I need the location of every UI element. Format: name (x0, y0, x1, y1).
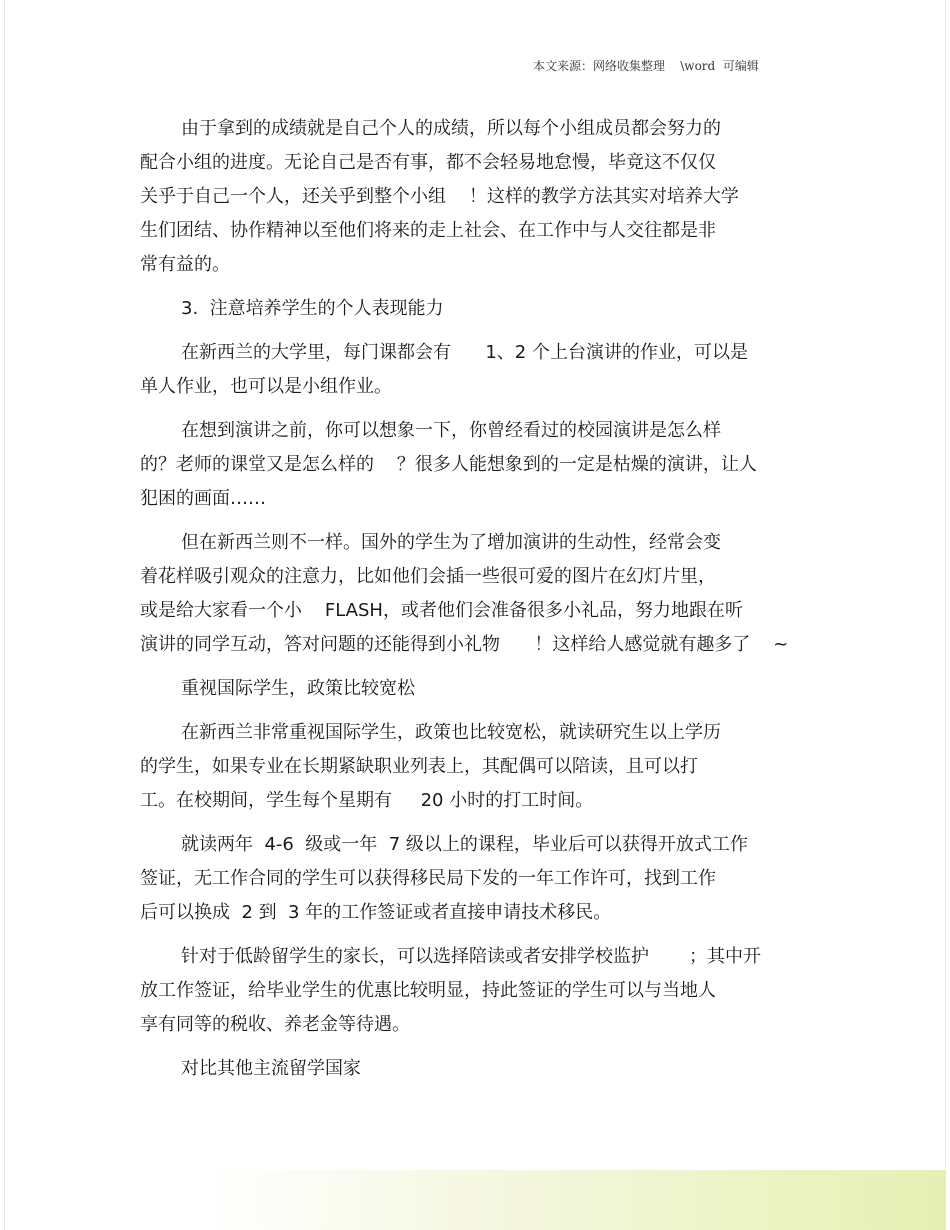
text-line: 着花样吸引观众的注意力，比如他们会插一些很可爱的图片在幻灯片里， (140, 566, 716, 587)
paragraph-guardians (140, 940, 820, 1042)
section-heading-comparison (140, 1052, 820, 1086)
paragraph-presentations (140, 336, 820, 404)
section-heading-international (140, 672, 820, 706)
document-body (140, 112, 820, 1096)
text-line: 就读两年 4-6 级或一年 7 级以上的课程，毕业后可以获得开放式工作 (181, 834, 748, 855)
section-heading-3 (140, 292, 820, 326)
page-left-edge (4, 0, 5, 1230)
paragraph-new-zealand-style (140, 526, 820, 662)
text-line: 生们团结、协作精神以至他们将来的走上社会、在工作中与人交往都是非 (140, 220, 716, 241)
text-line: 在新西兰的大学里，每门课都会有 1、2 个上台演讲的作业，可以是 (181, 342, 748, 363)
text-line: 但在新西兰则不一样。国外的学生为了增加演讲的生动性，经常会变 (181, 532, 721, 553)
text-line: 关乎于自己一个人，还关乎到整个小组 ！这样的教学方法其实对培养大学 (140, 186, 739, 207)
text-line: 的？老师的课堂又是怎么样的 ？很多人能想象到的一定是枯燥的演讲，让人 (140, 454, 757, 475)
text-line: 的学生，如果专业在长期紧缺职业列表上，其配偶可以陪读，且可以打 (140, 756, 698, 777)
text-line: 常有益的。 (140, 254, 230, 275)
footer-gradient-band (200, 1170, 946, 1230)
text-line: 对比其他主流留学国家 (181, 1058, 361, 1079)
text-line: 3. 注意培养学生的个人表现能力 (181, 298, 444, 319)
text-line: 犯困的画面…… (140, 488, 266, 509)
text-line: 或是给大家看一个小 FLASH，或者他们会准备很多小礼品，努力地跟在听 (140, 600, 743, 621)
text-line: 工。在校期间，学生每个星期有 20 小时的打工时间。 (140, 790, 594, 811)
text-line: 单人作业，也可以是小组作业。 (140, 376, 392, 397)
text-line: 在想到演讲之前，你可以想象一下，你曾经看过的校园演讲是怎么样 (181, 420, 721, 441)
text-line: 后可以换成 2 到 3 年的工作签证或者直接申请技术移民。 (140, 902, 612, 923)
text-line: 重视国际学生，政策比较宽松 (181, 678, 415, 699)
paragraph-work-visa (140, 828, 820, 930)
source-note: 本文来源：网络收集整理 \word 可编辑 (533, 59, 759, 73)
text-line: 演讲的同学互动，答对问题的还能得到小礼物 ！这样给人感觉就有趣多了 ~ (140, 634, 789, 655)
text-line: 针对于低龄留学生的家长，可以选择陪读或者安排学校监护 ；其中开 (181, 946, 762, 967)
text-line: 配合小组的进度。无论自己是否有事，都不会轻易地怠慢，毕竟这不仅仅 (140, 152, 716, 173)
text-line: 签证，无工作合同的学生可以获得移民局下发的一年工作许可，找到工作 (140, 868, 716, 889)
page-right-edge (945, 0, 946, 1230)
paragraph-policy (140, 716, 820, 818)
text-line: 享有同等的税收、养老金等待遇。 (140, 1014, 410, 1035)
paragraph-imagine (140, 414, 820, 516)
text-line: 由于拿到的成绩就是自己个人的成绩，所以每个小组成员都会努力的 (181, 118, 721, 139)
text-line: 放工作签证，给毕业学生的优惠比较明显，持此签证的学生可以与当地人 (140, 980, 716, 1001)
paragraph-group-work (140, 112, 820, 282)
text-line: 在新西兰非常重视国际学生，政策也比较宽松，就读研究生以上学历 (181, 722, 721, 743)
